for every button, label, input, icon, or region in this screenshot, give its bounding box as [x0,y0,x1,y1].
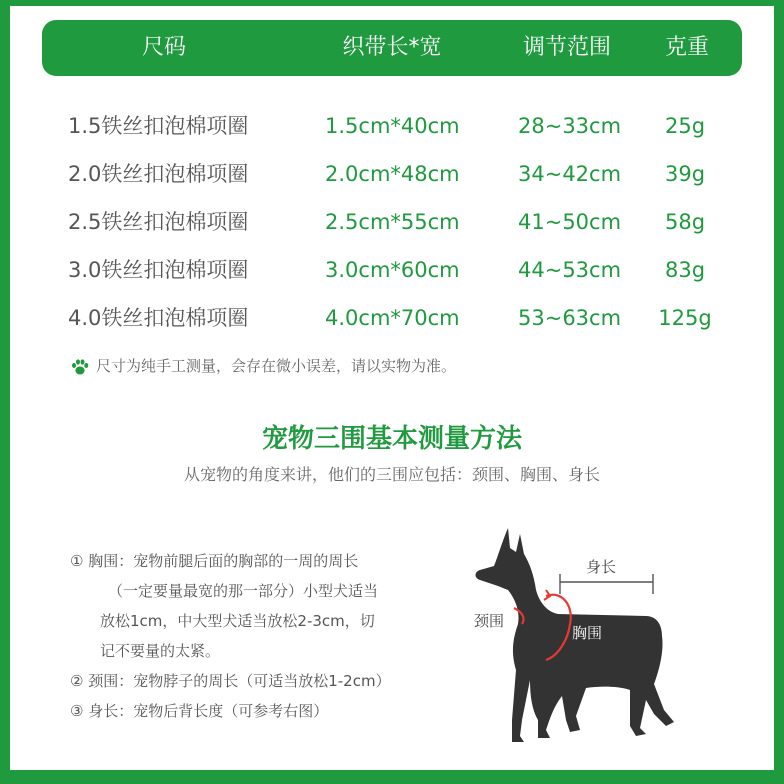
table-row [0,202,784,242]
instruction-neck: ② 颈围：宠物脖子的周长（可适当放松1-2cm） [70,672,391,690]
row-name: 2.5铁丝扣泡棉项圈 [68,210,249,234]
table-row [0,298,784,338]
row-width: 1.5cm*40cm [325,114,460,138]
instruction-chest-cont: 记不要量的太紧。 [100,642,221,660]
instruction-chest-cont: （一定要量最宽的那一部分）小型犬适当 [108,582,379,600]
dog-measurement-diagram [450,520,710,750]
row-range: 53~63cm [518,306,622,330]
row-weight: 25g [664,114,706,138]
header-adjust-range: 调节范围 [522,35,611,60]
row-name: 4.0铁丝扣泡棉项圈 [68,306,249,330]
row-width: 4.0cm*70cm [325,306,460,330]
row-width: 3.0cm*60cm [325,258,460,282]
row-weight: 39g [664,162,706,186]
measurement-note [70,354,456,378]
row-weight: 125g [658,306,712,330]
measurement-instructions [70,546,440,726]
paw-icon [70,358,90,376]
row-range: 44~53cm [518,258,622,282]
row-weight: 83g [664,258,706,282]
row-width: 2.0cm*48cm [325,162,460,186]
row-name: 3.0铁丝扣泡棉项圈 [68,258,249,282]
row-weight: 58g [664,210,706,234]
section-title: 宠物三围基本测量方法 [261,424,522,454]
header-size: 尺码 [141,35,186,60]
table-row [0,154,784,194]
frame-top [0,0,784,6]
row-name: 1.5铁丝扣泡棉项圈 [68,114,249,138]
header-weight: 克重 [664,35,709,60]
table-row [0,250,784,290]
instruction-chest: ① 胸围：宠物前腿后面的胸部的一周的周长 [70,552,359,570]
label-chest: 胸围 [572,624,603,642]
note-text: 尺寸为纯手工测量，会存在微小误差，请以实物为准。 [96,357,457,375]
frame-bottom [0,770,784,784]
header-strap-dimensions: 织带长*宽 [342,35,442,60]
row-range: 34~42cm [518,162,622,186]
row-name: 2.0铁丝扣泡棉项圈 [68,162,249,186]
label-neck: 颈围 [474,612,505,630]
row-range: 28~33cm [518,114,622,138]
row-range: 41~50cm [518,210,622,234]
label-body-length: 身长 [586,558,617,576]
instruction-length: ③ 身长：宠物后背长度（可参考右图） [70,702,329,720]
section-subtitle: 从宠物的角度来讲，他们的三围应包括：颈围、胸围、身长 [183,465,600,484]
row-width: 2.5cm*55cm [325,210,460,234]
instruction-chest-cont: 放松1cm，中大型犬适当放松2-3cm，切 [100,612,375,630]
table-row [0,106,784,146]
size-table-header [42,20,742,76]
